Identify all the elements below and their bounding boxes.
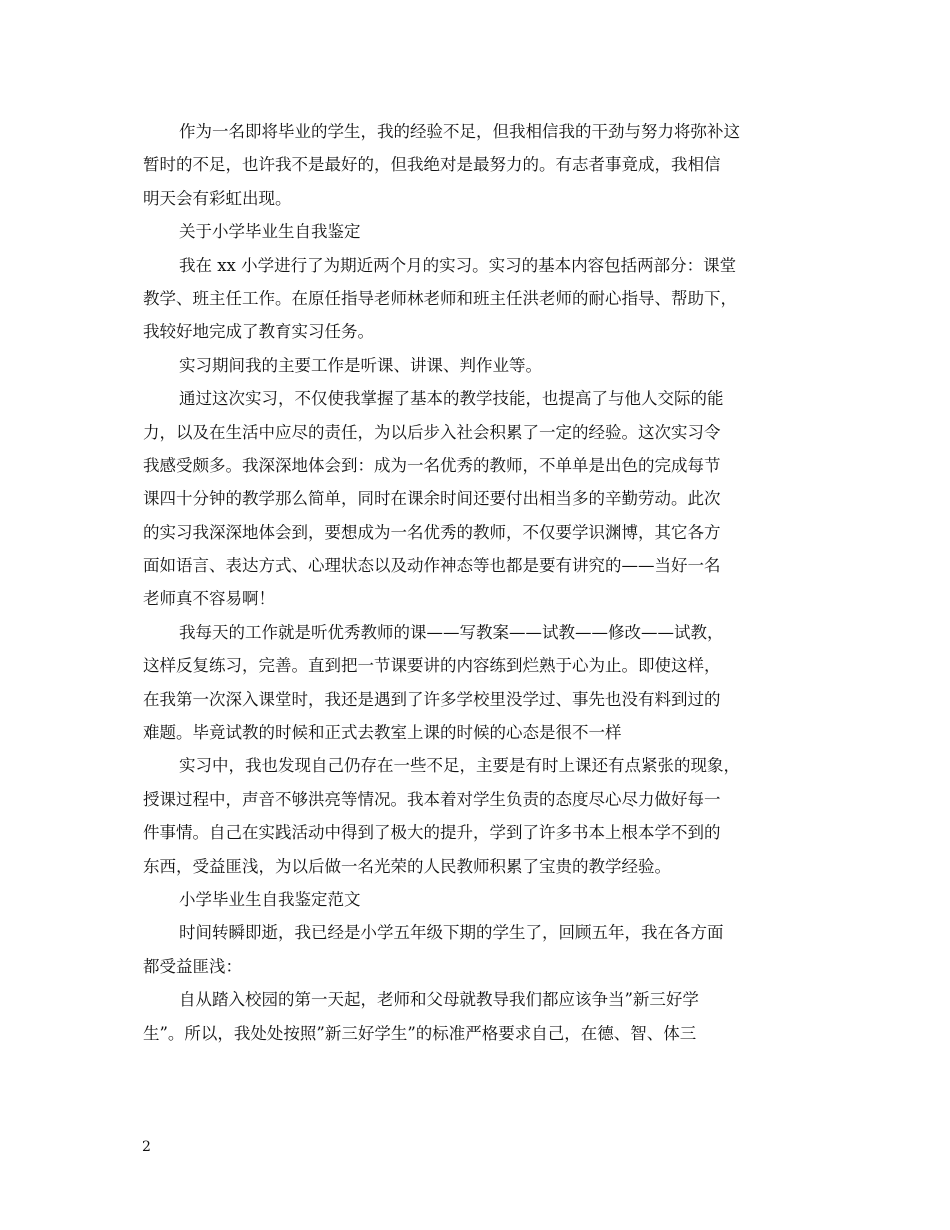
- text-line: 件事情。自己在实践活动中得到了极大的提升，学到了许多书本上根本学不到的: [143, 823, 721, 843]
- text-line: 授课过程中，声音不够洪亮等情况。我本着对学生负责的态度尽心尽力做好每一: [143, 789, 721, 809]
- text-line: 实习期间我的主要工作是听课、讲课、判作业等。: [179, 355, 542, 375]
- text-line: 面如语言、表达方式、心理状态以及动作神态等也都是要有讲究的——当好一名: [143, 556, 721, 576]
- text-line: 作为一名即将毕业的学生，我的经验不足，但我相信我的干劲与努力将弥补这: [179, 122, 740, 141]
- document-body: [143, 115, 813, 1050]
- text-line: 我较好地完成了教育实习任务。: [143, 322, 374, 342]
- text-line: 自从踏入校园的第一天起，老师和父母就教导我们都应该争当”新三好学: [179, 990, 699, 1010]
- text-line: 我感受颇多。我深深地体会到：成为一名优秀的教师，不单单是出色的完成每节: [143, 455, 721, 475]
- text-line: 关于小学毕业生自我鉴定: [179, 222, 361, 242]
- text-line: 我在 xx 小学进行了为期近两个月的实习。实习的基本内容包括两部分：课堂: [179, 255, 737, 275]
- text-line: 这样反复练习，完善。直到把一节课要讲的内容练到烂熟于心为止。即使这样，: [143, 656, 721, 676]
- text-line: 教学、班主任工作。在原任指导老师林老师和班主任洪老师的耐心指导、帮助下，: [143, 288, 737, 308]
- page-number: 2: [142, 1139, 151, 1155]
- text-line: 暂时的不足，也许我不是最好的，但我绝对是最努力的。有志者事竟成，我相信: [143, 155, 721, 175]
- text-line: 东西，受益匪浅，为以后做一名光荣的人民教师积累了宝贵的教学经验。: [143, 856, 671, 876]
- text-line: 时间转瞬即逝，我已经是小学五年级下期的学生了，回顾五年，我在各方面: [179, 923, 724, 943]
- text-line: 老师真不容易啊！: [143, 589, 275, 609]
- text-line: 明天会有彩虹出现。: [143, 188, 292, 208]
- text-line: 在我第一次深入课堂时，我还是遇到了许多学校里没学过、事先也没有料到过的: [143, 689, 721, 709]
- text-line: 的实习我深深地体会到，要想成为一名优秀的教师，不仅要学识渊博，其它各方: [143, 522, 721, 542]
- text-line: 小学毕业生自我鉴定范文: [179, 889, 361, 909]
- text-line: 通过这次实习，不仅使我掌握了基本的教学技能，也提高了与他人交际的能: [179, 389, 724, 409]
- text-line: 难题。毕竟试教的时候和正式去教室上课的时候的心态是很不一样: [143, 723, 622, 743]
- text-line: 都受益匪浅：: [143, 956, 242, 976]
- text-line: 力，以及在生活中应尽的责任，为以后步入社会积累了一定的经验。这次实习令: [143, 422, 721, 442]
- text-line: 我每天的工作就是听优秀教师的课——写教案——试教——修改——试教，: [179, 622, 724, 642]
- text-line: 生”。所以，我处处按照”新三好学生”的标准严格要求自己，在德、智、体三: [143, 1023, 697, 1043]
- text-line: 课四十分钟的教学那么简单，同时在课余时间还要付出相当多的辛勤劳动。此次: [143, 489, 721, 509]
- text-line: 实习中，我也发现自己仍存在一些不足，主要是有时上课还有点紧张的现象，: [179, 756, 740, 776]
